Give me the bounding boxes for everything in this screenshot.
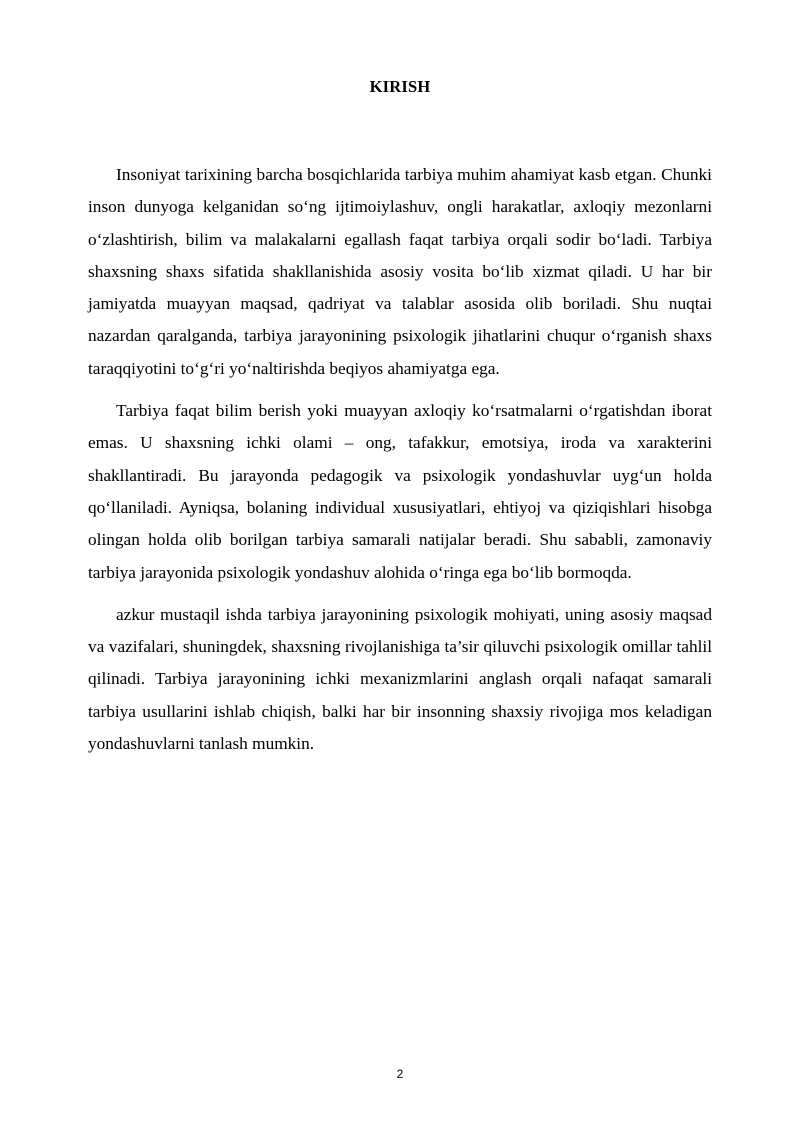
paragraph-2: Tarbiya faqat bilim berish yoki muayyan axloqiy ko‘rsatmalarni o‘rgatishdan iborat emas. U shaxsning ichki olami – ong, tafakkur, emotsiya, iroda va xarakterini shakllantiradi. Bu jarayonda pedagogik va psixologik yondashuvlar uyg‘un holda qo‘llaniladi. Ayniqsa, bolaning individual xususiyatlari, ehtiyoj va qiziqishlari hisobga olingan holda olib borilgan tarbiya samarali natijalar beradi. Shu sababli, zamonaviy tarbiya jarayonida psixologik yondashuv alohida o‘ringa ega bo‘lib bormoqda. (88, 401, 712, 582)
paragraph-1: Insoniyat tarixining barcha bosqichlarida tarbiya muhim ahamiyat kasb etgan. Chunki inson dunyoga kelganidan so‘ng ijtimoiylashuv, ongli harakatlar, axloqiy mezonlarni o‘zlashtirish, bilim va malakalarni egallash faqat tarbiya orqali sodir bo‘ladi. Tarbiya shaxsning shaxs sifatida shakllanishida asosiy vosita bo‘lib xizmat qiladi. U har bir jamiyatda muayyan maqsad, qadriyat va talablar asosida olib boriladi. Shu nuqtai nazardan qaralganda, tarbiya jarayonining psixologik jihatlarini chuqur o‘rganish shaxs taraqqiyotini to‘g‘ri yo‘naltirishda beqiyos ahamiyatga ega. (88, 165, 712, 378)
paragraph-3: azkur mustaqil ishda tarbiya jarayonining psixologik mohiyati, uning asosiy maqsad va vazifalari, shuningdek, shaxsning rivojlanishiga ta’sir qiluvchi psixologik omillar tahlil qilinadi. Tarbiya jarayonining ichki mexanizmlarini anglash orqali nafaqat samarali tarbiya usullarini ishlab chiqish, balki har bir insonning shaxsiy rivojiga mos keladigan yondashuvlarni tanlash mumkin. (88, 604, 712, 754)
page-number: 2 (396, 1067, 404, 1081)
body-text (88, 159, 712, 770)
section-title: KIRISH (369, 77, 431, 96)
